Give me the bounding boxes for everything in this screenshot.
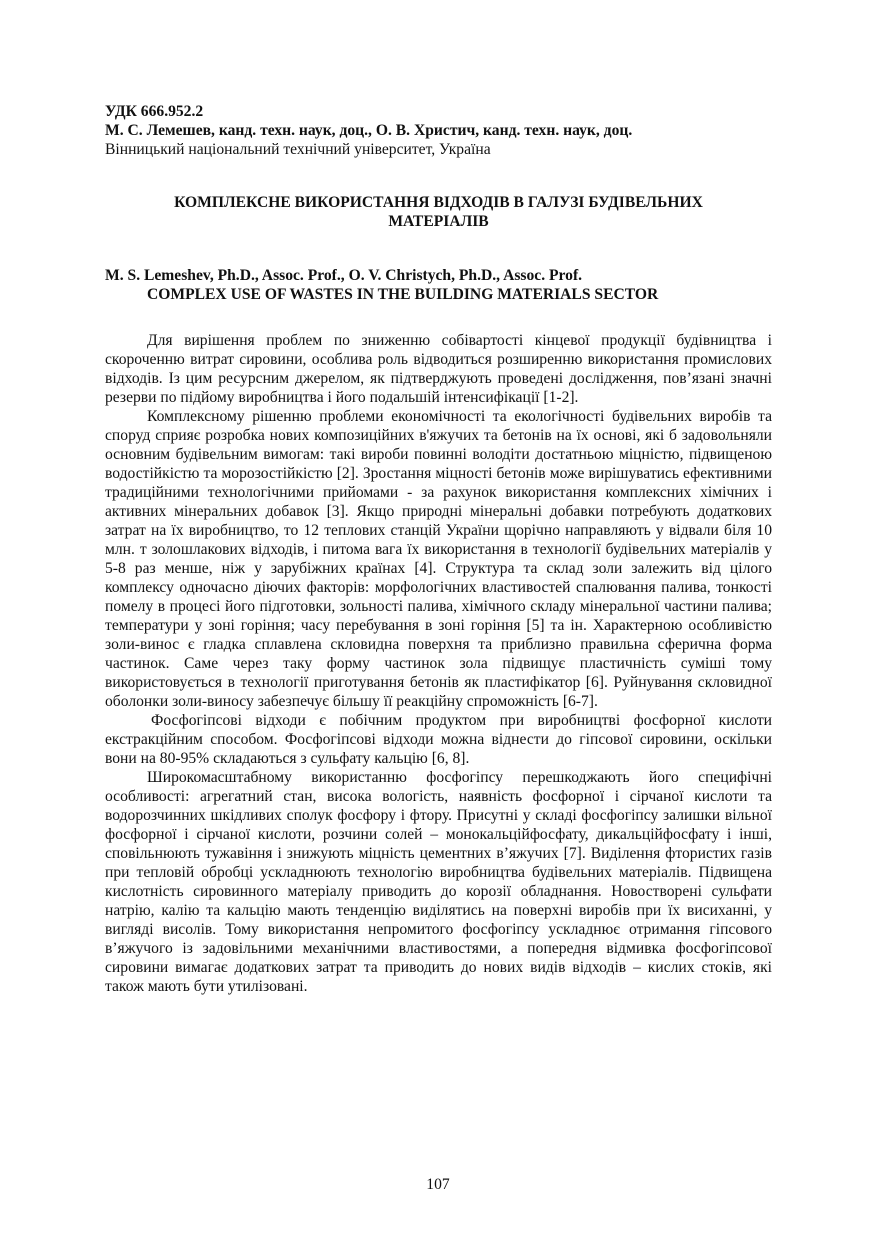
article-title-ukrainian: КОМПЛЕКСНЕ ВИКОРИСТАННЯ ВІДХОДІВ В ГАЛУЗІ БУДІВЕЛЬНИХ МАТЕРІАЛІВ (174, 194, 703, 230)
article-title-english: COMPLEX USE OF WASTES IN THE BUILDING MATERIALS SECTOR (147, 286, 659, 303)
body-paragraph: Для вирішення проблем по зниженню собівартості кінцевої продукції будівництва і скороченню витрат сировини, особлива роль відводиться розширенню використання промислових відходів. Із цим ресурсним джерелом, як підтверджують проведені дослідження, пов’язані значні резерви по підйому виробництва і його подальшій інтенсифікації [1-2]. (105, 332, 772, 406)
page-number: 107 (426, 1176, 450, 1193)
body-paragraph: Комплексному рішенню проблеми економічності та екологічності будівельних виробів та споруд сприяє розробка нових композиційних в'яжучих та бетонів на їх основі, які б задовольняли основним будівельним вимогам: такі вироби повинні володіти достатньою міцністю, підвищеною водостійкістю та морозостійкістю [2]. Зростання міцності бетонів може вирішуватись ефективними традиційними технологічними прийомами - за рахунок використання комплексних хімічних і активних мінеральних добавок [3]. Якщо природні мінеральні добавки потребують додаткових затрат на їх виробництво, то 12 теплових станцій України щорічно направляють у відвали біля 10 млн. т золошлакових відходів, і питома вага їх використання в технології будівельних матеріалів у 5-8 раз менше, ніж у зарубіжних країнах [4]. Структура та склад золи залежить від цілого комплексу одночасно діючих факторів: морфологічних властивостей спалювання палива, тонкості помелу в процесі його підготовки, зольності палива, хімічного складу мінеральної частини палива; температури у зоні горіння; часу перебування в зоні горіння [5] та ін. Характерною особливістю золи-винос є гладка сплавлена скловидна поверхня та приблизно правильна сферична форма частинок. Саме через таку форму частинок зола підвищує пластичність суміші тому використовується в технології приготування бетонів як пластифікатор [6]. Руйнування скловидної оболонки золи-виносу забезпечує більшу її реакційну спроможність [6-7]. (105, 408, 772, 710)
authors-ukrainian: М. С. Лемешев, канд. техн. наук, доц., О. В. Христич, канд. техн. наук, доц. (105, 122, 633, 139)
udk-code: УДК 666.952.2 (105, 103, 204, 120)
article-body (105, 331, 772, 996)
body-paragraph: Фосфогіпсові відходи є побічним продуктом при виробництві фосфорної кислоти екстракційним способом. Фосфогіпсові відходи можна віднести до гіпсової сировини, оскільки вони на 80-95% складаються з сульфату кальцію [6, 8]. (105, 712, 772, 767)
authors-english: M. S. Lemeshev, Ph.D., Assoc. Prof., O. V. Christych, Ph.D., Assoc. Prof. (105, 267, 583, 284)
body-paragraph: Широкомасштабному використанню фосфогіпсу перешкоджають його специфічні особливості: агрегатний стан, висока вологість, наявність фосфорної і сірчаної кислоти та водорозчинних шкідливих сполук фосфору і фтору. Присутні у складі фосфогіпсу залишки вільної фосфорної і сірчаної кислоти, розчини солей – монокальційфосфату, дикальційфосфату і інші, сповільнюють тужавіння і знижують міцність цементних в’яжучих [7]. Виділення фтористих газів при тепловій обробці ускладнюють технологію виробництва будівельних матеріалів. Підвищена кислотність сировинного матеріалу приводить до корозії обладнання. Новостворені сульфати натрію, калію та кальцію мають тенденцію виділятись на поверхні виробів при їх висиханні, у вигляді висолів. Тому використання непромитого фосфогіпсу ускладнює отримання гіпсового в’яжучого із задовільними механічними властивостями, а попередня відмивка фосфогіпсової сировини вимагає додаткових затрат та приводить до нових видів відходів – кислих стоків, які також мають бути утилізовані. (105, 769, 772, 995)
article-content (105, 102, 772, 996)
affiliation: Вінницький національний технічний університет, Україна (105, 141, 491, 158)
